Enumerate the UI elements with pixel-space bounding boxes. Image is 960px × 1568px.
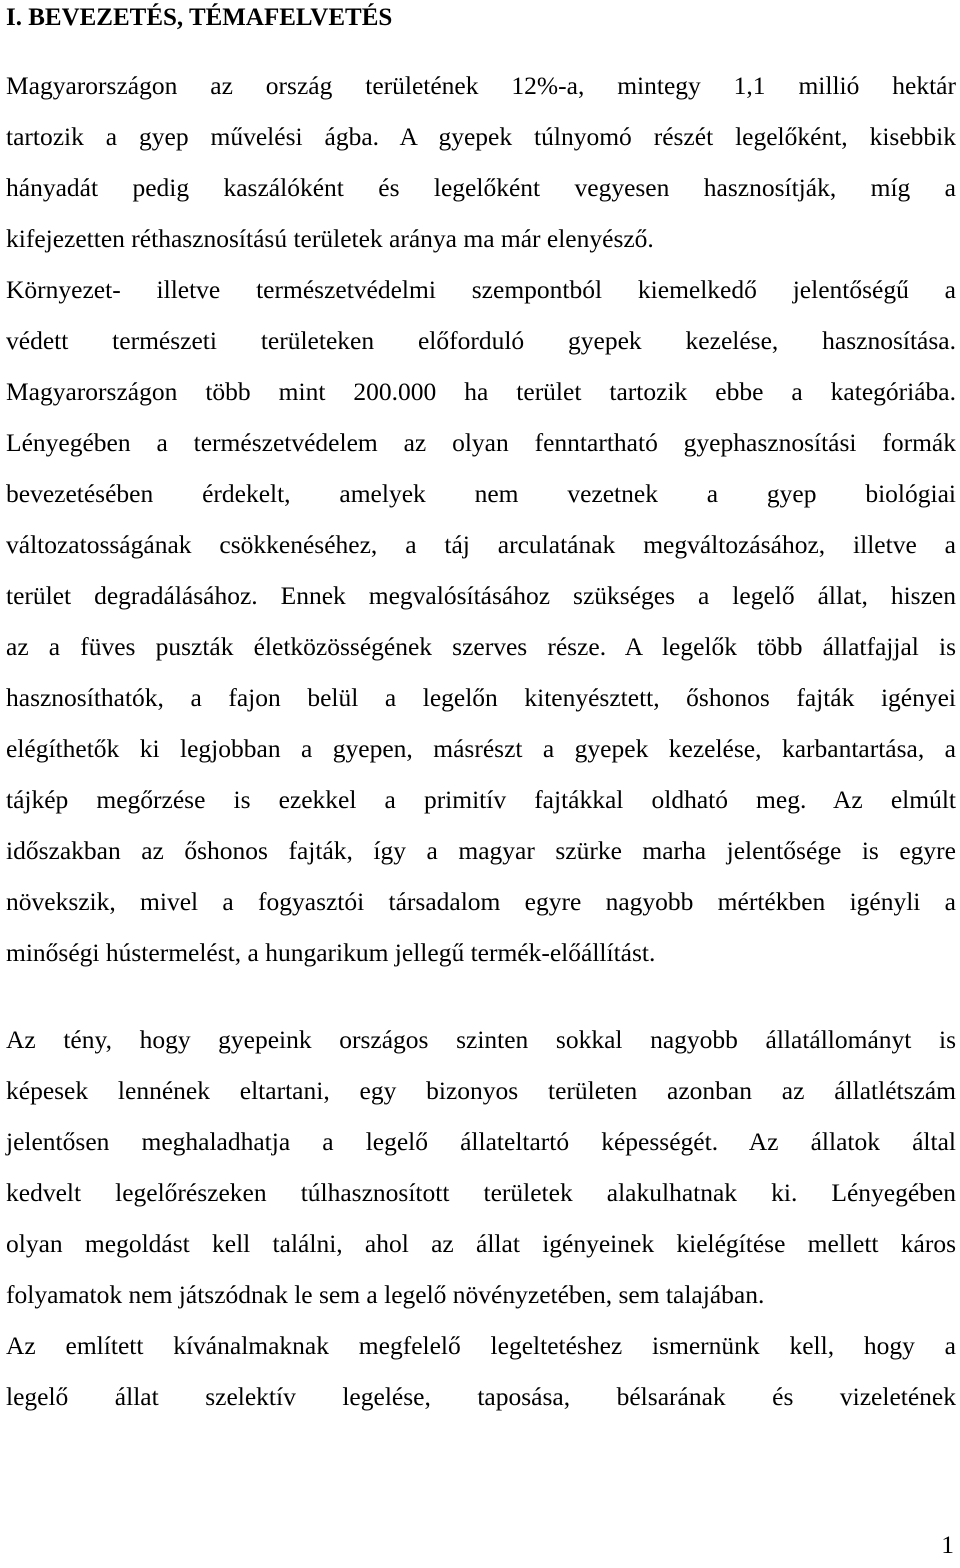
- paragraph-1-line: bevezetésében érdekelt, amelyek nem vezetnek a gyep biológiai: [6, 479, 956, 508]
- section-heading: I. BEVEZETÉS, TÉMAFELVETÉS: [6, 4, 393, 31]
- paragraph-1-line: védett természeti területeken előforduló gyepek kezelése, hasznosítása.: [6, 326, 956, 355]
- paragraph-1-line: Lényegében a természetvédelem az olyan fenntartható gyephasznosítási formák: [6, 428, 956, 457]
- paragraph-1-line: hasznosíthatók, a fajon belül a legelőn kitenyésztett, őshonos fajták igényei: [6, 683, 956, 712]
- paragraph-2-line: jelentősen meghaladhatja a legelő állateltartó képességét. Az állatok által: [6, 1127, 956, 1156]
- paragraph-1-line: Magyarországon több mint 200.000 ha terület tartozik ebbe a kategóriába.: [6, 377, 956, 406]
- paragraph-1-line: tájkép megőrzése is ezekkel a primitív fajtákkal oldható meg. Az elmúlt: [6, 785, 956, 814]
- paragraph-1-line: kifejezetten réthasznosítású területek aránya ma már elenyésző.: [6, 224, 654, 253]
- paragraph-1-line: tartozik a gyep művelési ágba. A gyepek túlnyomó részét legelőként, kisebbik: [6, 122, 956, 151]
- paragraph-1-line: változatosságának csökkenéséhez, a táj arculatának megváltozásához, illetve a: [6, 530, 956, 559]
- paragraph-1-line: időszakban az őshonos fajták, így a magyar szürke marha jelentősége is egyre: [6, 836, 956, 865]
- paragraph-1-line: növekszik, mivel a fogyasztói társadalom egyre nagyobb mértékben igényli a: [6, 887, 956, 916]
- paragraph-1-line: Magyarországon az ország területének 12%-a, mintegy 1,1 millió hektár: [6, 71, 956, 100]
- paragraph-2-line: képesek lennének eltartani, egy bizonyos területen azonban az állatlétszám: [6, 1076, 956, 1105]
- page-number: 1: [941, 1530, 954, 1559]
- paragraph-1-line: Környezet- illetve természetvédelmi szempontból kiemelkedő jelentőségű a: [6, 275, 956, 304]
- paragraph-2-line: Az említett kívánalmaknak megfelelő legeltetéshez ismernünk kell, hogy a: [6, 1331, 956, 1360]
- paragraph-1-line: az a füves puszták életközösségének szerves része. A legelők több állatfajjal is: [6, 632, 956, 661]
- paragraph-2-line: legelő állat szelektív legelése, taposása, bélsarának és vizeletének: [6, 1382, 956, 1411]
- paragraph-1-line: minőségi hústermelést, a hungarikum jellegű termék-előállítást.: [6, 938, 656, 967]
- paragraph-1-line: elégíthetők ki legjobban a gyepen, másrészt a gyepek kezelése, karbantartása, a: [6, 734, 956, 763]
- paragraph-2-line: Az tény, hogy gyepeink országos szinten sokkal nagyobb állatállományt is: [6, 1025, 956, 1054]
- paragraph-2-line: kedvelt legelőrészeken túlhasznosított területek alakulhatnak ki. Lényegében: [6, 1178, 956, 1207]
- paragraph-1-line: terület degradálásához. Ennek megvalósításához szükséges a legelő állat, hiszen: [6, 581, 956, 610]
- paragraph-2-line: olyan megoldást kell találni, ahol az állat igényeinek kielégítése mellett káros: [6, 1229, 956, 1258]
- paragraph-1-line: hányadát pedig kaszálóként és legelőként vegyesen hasznosítják, míg a: [6, 173, 956, 202]
- paragraph-2-line: folyamatok nem játszódnak le sem a legelő növényzetében, sem talajában.: [6, 1280, 765, 1309]
